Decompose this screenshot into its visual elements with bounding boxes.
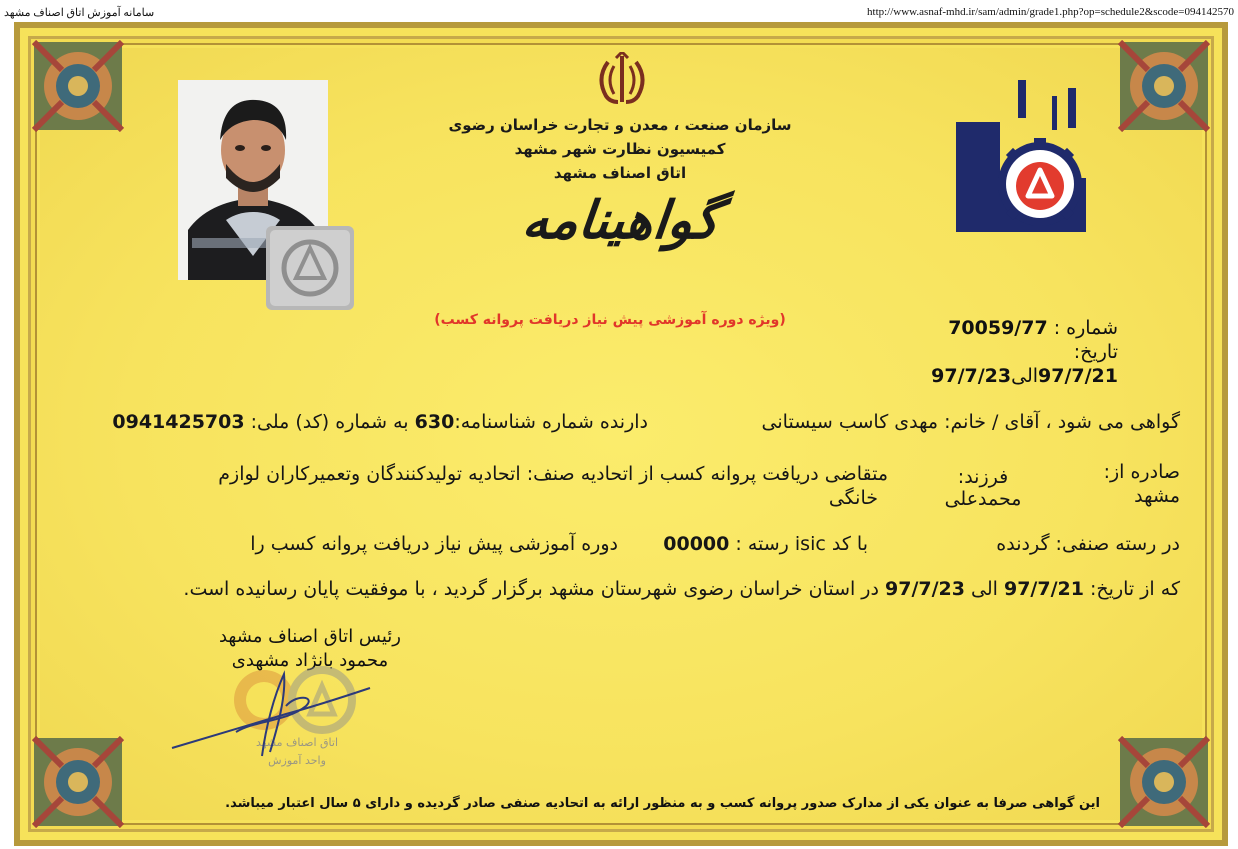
date-to: 97/7/23 (931, 365, 1012, 387)
father-label: فرزند: (957, 466, 1009, 488)
org-line-1: سازمان صنعت ، معدن و تجارت خراسان رضوی (448, 116, 792, 134)
issued-from-label: صادره از: (1103, 461, 1180, 483)
holder-name: مهدی کاسب سیستانی (761, 411, 939, 433)
corner-ornament-icon (1118, 40, 1210, 132)
course-date-from: 97/7/21 (1003, 578, 1084, 600)
national-id-number: 0941425703 (112, 411, 245, 433)
date-from: 97/7/21 (1038, 365, 1118, 387)
issued-city: مشهد (1134, 485, 1180, 507)
certificate-number-value: 70059/77 (948, 317, 1048, 339)
isic-label: با کد isic رسته : (735, 533, 868, 555)
embossed-stamp-icon (266, 226, 354, 310)
signer-title: رئیس اتاق اصناف مشهد (218, 626, 401, 647)
course-date-prefix: که از تاریخ: (1090, 578, 1180, 600)
corner-ornament-icon (32, 40, 124, 132)
father-name: محمدعلی (944, 488, 1022, 510)
body-line-issued (1104, 460, 1180, 508)
print-header-url: http://www.asnaf-mhd.ir/sam/admin/grade1.php?op=schedule2&scode=094142570 (867, 6, 1234, 18)
org-line-3: اتاق اصناف مشهد (553, 164, 687, 182)
certificate-meta (858, 316, 1118, 388)
body-line-id (112, 411, 648, 433)
certificate-date-label: تاریخ: (1073, 341, 1118, 363)
signer-name: محمود بانژاد مشهدی (231, 650, 389, 671)
isic-code: 00000 (663, 533, 730, 555)
body-line-father (938, 466, 1028, 510)
category-label: در رسته صنفی: گردنده (996, 533, 1180, 555)
birth-cert-number: 630 (414, 411, 455, 433)
birth-cert-label: دارنده شماره شناسنامه: (454, 411, 648, 433)
handwritten-signature-icon (166, 666, 376, 762)
holder-prefix: گواهی می شود ، آقای / خانم: (944, 411, 1180, 433)
org-line-2: کمیسیون نظارت شهر مشهد (514, 140, 726, 158)
date-to-word: الی (1011, 365, 1039, 387)
course-date-to-word: الی (971, 578, 998, 600)
body-line-dates (183, 578, 1180, 600)
certificate-subtitle: (ویژه دوره آموزشی پیش نیاز دریافت پروانه کسب) (434, 312, 786, 328)
course-date-to: 97/7/23 (885, 578, 965, 600)
print-header (0, 6, 1238, 22)
stamp-text-2: واحد آموزش (268, 754, 326, 767)
isic-block (663, 533, 868, 555)
iran-emblem-icon (594, 52, 650, 106)
applicant-text-cont: خانگی (828, 487, 878, 509)
footer-note: این گواهی صرفا به عنوان یکی از مدارک صدور پروانه کسب و به منظور ارائه به اتحادیه صنفی صادر گردیده و دارای ۵ سال اعتبار میباشد. (225, 796, 1100, 811)
certificate-title: گواهینامه (519, 190, 723, 251)
print-header-title: سامانه آموزش اتاق اصناف مشهد (4, 7, 155, 19)
certificate-date-range (858, 364, 1118, 388)
corner-ornament-icon (32, 736, 124, 828)
body-line-applicant (218, 462, 888, 510)
organization-header (400, 113, 840, 185)
course-text: دوره آموزشی پیش نیاز دریافت پروانه کسب را (250, 533, 618, 555)
corner-ornament-icon (1118, 736, 1210, 828)
stamp-text-1: اتاق اصناف مشهد (255, 736, 339, 749)
certificate-number (858, 316, 1118, 340)
national-id-label: به شماره (کد) ملی: (250, 411, 409, 433)
body-line-holder (762, 411, 1180, 433)
guild-logo-icon (956, 78, 1086, 236)
course-date-suffix: در استان خراسان رضوی شهرستان مشهد برگزار گردید ، با موفقیت پایان رسانیده است. (183, 578, 879, 600)
applicant-text: متقاضی دریافت پروانه کسب از اتحادیه صنف: اتحادیه تولیدکنندگان وتعمیرکاران لوازم (218, 463, 888, 485)
certificate-number-label: شماره : (1053, 317, 1118, 339)
